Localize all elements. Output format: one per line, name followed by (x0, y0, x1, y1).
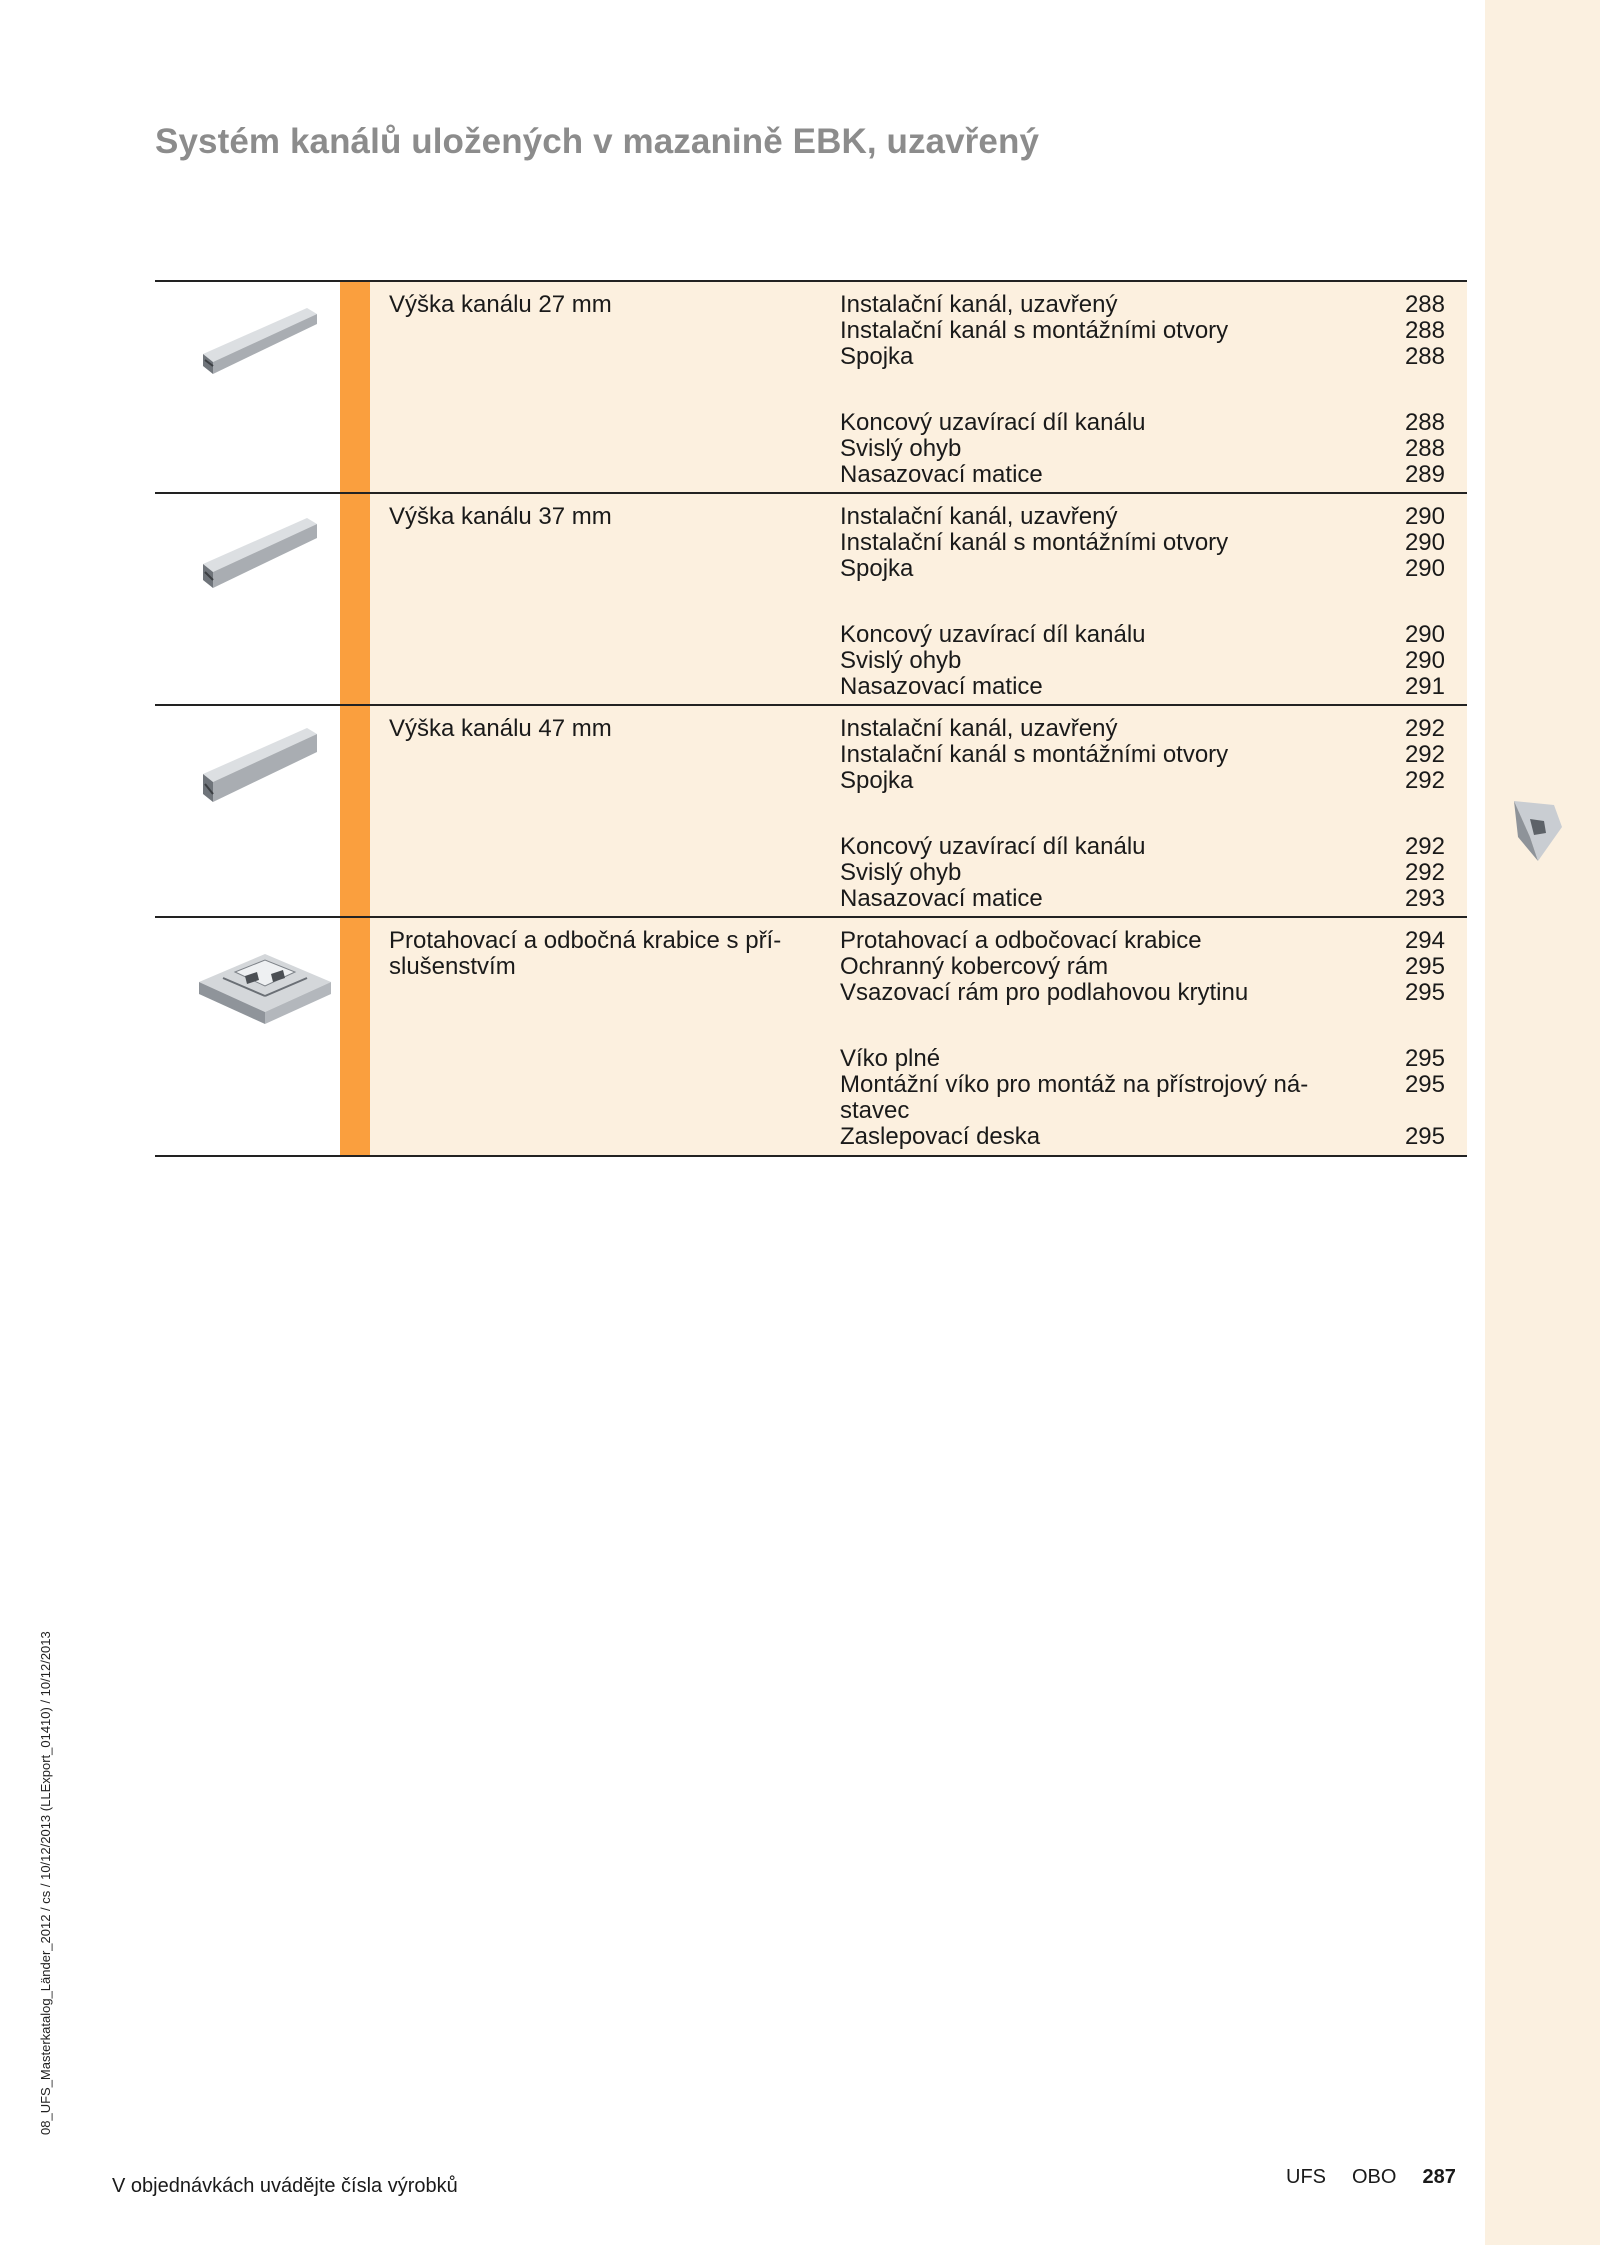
page-ref: 292 (1404, 859, 1445, 886)
list-item (840, 1124, 1445, 1150)
item-name: Protahovací a odbočovací krabice (840, 927, 1202, 954)
list-item (840, 834, 1445, 860)
item-name: Instalační kanál s montážními otvory (840, 741, 1229, 768)
list-item (840, 462, 1445, 488)
list-item (840, 318, 1445, 344)
group-heading: Výška kanálu 47 mm (389, 715, 612, 742)
page-ref: 289 (1404, 461, 1445, 488)
product-overview-table (155, 280, 1467, 1157)
thumbnail (155, 282, 340, 492)
item-name: Zaslepovací deska (840, 1123, 1041, 1150)
page-ref: 290 (1404, 529, 1445, 556)
page-title: Systém kanálů uložených v mazanině EBK, uzavřený (155, 122, 1040, 161)
list-item (840, 530, 1445, 556)
thumbnail (155, 494, 340, 704)
list-item (840, 648, 1445, 674)
page-ref: 293 (1404, 885, 1445, 912)
item-name: Svislý ohyb (840, 859, 962, 886)
list-item (840, 1072, 1445, 1124)
page-ref: 294 (1404, 927, 1445, 954)
page-ref: 288 (1404, 317, 1445, 344)
group-heading: Výška kanálu 37 mm (389, 503, 612, 530)
list-item (840, 954, 1445, 980)
page-ref: 291 (1404, 673, 1445, 700)
print-stamp: 08_UFS_Masterkatalog_Länder_2012 / cs / 10/12/2013 (LLExport_01410) / 10/12/2013 (38, 1631, 53, 2135)
list-item (840, 344, 1445, 370)
page-ref: 290 (1404, 621, 1445, 648)
item-name: Instalační kanál, uzavřený (840, 715, 1118, 742)
group-heading: Protahovací a odbočná krabice s pří-slušenstvím (389, 927, 782, 980)
item-name: Svislý ohyb (840, 435, 962, 462)
channel-47-image (195, 720, 325, 820)
item-name: Nasazovací matice (840, 461, 1043, 488)
item-name: Koncový uzavírací díl kanálu (840, 833, 1146, 860)
item-name: Nasazovací matice (840, 885, 1043, 912)
page-ref: 292 (1404, 741, 1445, 768)
page-ref: 295 (1404, 1071, 1445, 1098)
group-junction-box (155, 918, 1467, 1157)
item-name: Instalační kanál, uzavřený (840, 291, 1118, 318)
page-ref: 288 (1404, 435, 1445, 462)
item-list (840, 292, 1445, 488)
page-ref: 295 (1404, 1045, 1445, 1072)
group-heading: Výška kanálu 27 mm (389, 291, 612, 318)
channel-27-image (195, 296, 325, 396)
accent-stripe (340, 706, 370, 916)
thumbnail (155, 706, 340, 916)
item-name: Montážní víko pro montáž na přístrojový ná-stavec (840, 1071, 1309, 1124)
page-ref: 295 (1404, 979, 1445, 1006)
group-channel-47 (155, 706, 1467, 918)
item-list (840, 716, 1445, 912)
item-list (840, 504, 1445, 700)
channel-37-image (195, 508, 325, 608)
list-item (840, 674, 1445, 700)
accent-stripe (340, 918, 370, 1155)
item-name: Instalační kanál s montážními otvory (840, 317, 1229, 344)
list-item (840, 1046, 1445, 1072)
list-item (840, 436, 1445, 462)
page-ref: 290 (1404, 503, 1445, 530)
list-item (840, 860, 1445, 886)
page-ref: 288 (1404, 343, 1445, 370)
accent-stripe (340, 494, 370, 704)
page-ref: 290 (1404, 555, 1445, 582)
thumbnail (155, 918, 340, 1155)
register-tab-icon (1508, 797, 1568, 865)
item-name: Spojka (840, 767, 914, 794)
page-ref: 295 (1404, 953, 1445, 980)
page-ref: 288 (1404, 409, 1445, 436)
item-name: Vsazovací rám pro podlahovou krytinu (840, 979, 1249, 1006)
item-name: Instalační kanál, uzavřený (840, 503, 1118, 530)
item-name: Koncový uzavírací díl kanálu (840, 621, 1146, 648)
list-item (840, 980, 1445, 1006)
list-item (840, 556, 1445, 582)
list-item (840, 622, 1445, 648)
item-name: Svislý ohyb (840, 647, 962, 674)
list-item (840, 768, 1445, 794)
item-name: Koncový uzavírací díl kanálu (840, 409, 1146, 436)
group-channel-27 (155, 282, 1467, 494)
page-ref: 290 (1404, 647, 1445, 674)
list-item (840, 410, 1445, 436)
item-list (840, 928, 1445, 1150)
page-ref: 288 (1404, 291, 1445, 318)
page-ref: 292 (1404, 833, 1445, 860)
junction-box-image (195, 932, 335, 1032)
section-label: UFS (1286, 2166, 1326, 2188)
page-ref: 292 (1404, 767, 1445, 794)
accent-stripe (340, 282, 370, 492)
list-item (840, 716, 1445, 742)
group-channel-37 (155, 494, 1467, 706)
list-item (840, 886, 1445, 912)
list-item (840, 742, 1445, 768)
list-item (840, 292, 1445, 318)
page-number: 287 (1422, 2166, 1456, 2188)
page-ref: 295 (1404, 1123, 1445, 1150)
item-name: Instalační kanál s montážními otvory (840, 529, 1229, 556)
item-name: Ochranný kobercový rám (840, 953, 1109, 980)
page-ref: 292 (1404, 715, 1445, 742)
list-item (840, 504, 1445, 530)
brand-label: OBO (1352, 2166, 1397, 2188)
list-item (840, 928, 1445, 954)
item-name: Víko plné (840, 1045, 941, 1072)
side-band (1485, 0, 1600, 2245)
item-name: Nasazovací matice (840, 673, 1043, 700)
item-name: Spojka (840, 343, 914, 370)
footer-note: V objednávkách uvádějte čísla výrobků (112, 2175, 458, 2197)
footer-page-info (1286, 2166, 1456, 2189)
item-name: Spojka (840, 555, 914, 582)
